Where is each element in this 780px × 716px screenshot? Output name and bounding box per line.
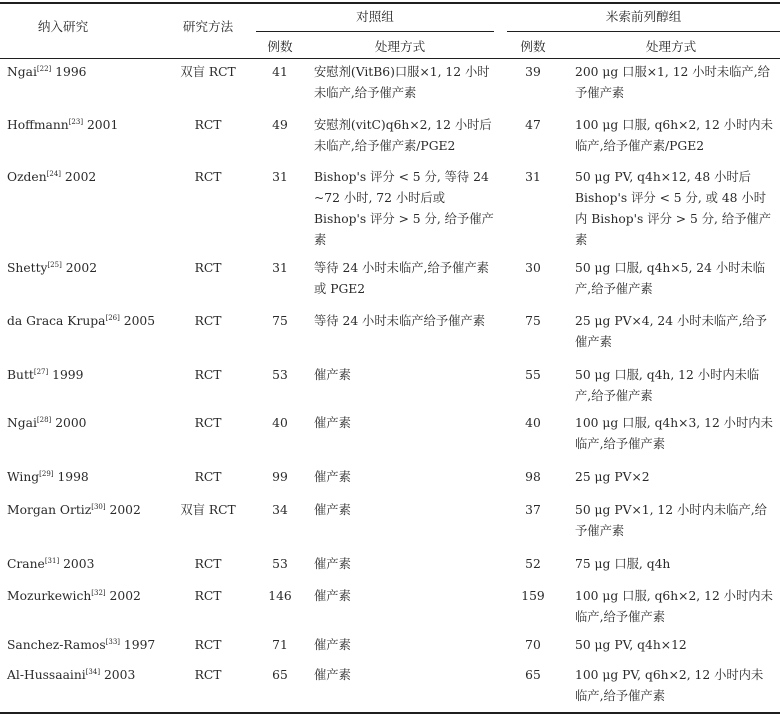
control-count-cell: 41 [272, 65, 288, 79]
control-count-cell: 53 [272, 368, 288, 382]
control-treatment-cell: 安慰剂(vitC)q6h×2, 12 小时后未临产,给予催产素/PGE2 [314, 118, 492, 153]
control-count-cell: 99 [272, 470, 288, 484]
study-year: 2003 [100, 668, 136, 682]
control-count-cell: 40 [272, 416, 288, 430]
study-name: Shetty [7, 261, 48, 275]
control-count-cell: 49 [272, 118, 288, 132]
study-reference: [34] [85, 667, 101, 676]
treatment-group-underline [507, 31, 780, 32]
misoprostol-treatment-cell: 75 μg 口服, q4h [575, 557, 671, 571]
misoprostol-count-cell: 37 [525, 503, 541, 517]
header-control-count: 例数 [267, 39, 293, 54]
study-cell [7, 413, 167, 434]
control-count-cell: 75 [272, 314, 288, 328]
control-treatment-cell: 催产素 [314, 503, 351, 517]
study-year: 2003 [59, 557, 95, 571]
study-cell [7, 665, 167, 686]
header-treatment-group: 米索前列醇组 [605, 9, 682, 24]
misoprostol-count-cell: 31 [525, 170, 541, 184]
study-year: 1996 [51, 65, 87, 79]
misoprostol-treatment-cell: 100 μg PV, q6h×2, 12 小时内未临产,给予催产素 [575, 668, 764, 703]
study-year: 2005 [119, 314, 156, 328]
study-name: Mozurkewich [7, 589, 92, 603]
study-reference: [27] [33, 367, 49, 376]
study-reference: [31] [44, 556, 60, 565]
study-cell [7, 115, 167, 136]
study-year: 2002 [105, 589, 141, 603]
method-cell: RCT [194, 589, 222, 603]
misoprostol-treatment-cell: 200 μg 口服×1, 12 小时未临产,给予催产素 [575, 65, 770, 100]
misoprostol-treatment-cell: 100 μg 口服, q4h×3, 12 小时内未临产,给予催产素 [575, 416, 773, 451]
study-name: Ngai [7, 65, 37, 79]
method-cell: RCT [194, 416, 222, 430]
method-cell: RCT [194, 638, 222, 652]
misoprostol-count-cell: 30 [525, 261, 541, 275]
method-cell: RCT [194, 118, 222, 132]
misoprostol-count-cell: 55 [525, 368, 541, 382]
study-cell [7, 167, 167, 188]
control-treatment-cell: 安慰剂(VitB6)口服×1, 12 小时未临产,给予催产素 [314, 65, 490, 100]
study-year: 2002 [61, 261, 98, 275]
study-year: 2000 [51, 416, 87, 430]
misoprostol-count-cell: 52 [525, 557, 541, 571]
control-treatment-cell: 催产素 [314, 368, 351, 382]
header-control-group: 对照组 [356, 9, 394, 24]
bottom-rule [0, 712, 780, 714]
study-reference: [33] [105, 637, 121, 646]
control-count-cell: 71 [272, 638, 288, 652]
study-cell [7, 554, 167, 575]
misoprostol-count-cell: 159 [521, 589, 545, 603]
control-count-cell: 31 [272, 170, 288, 184]
control-treatment-cell: 催产素 [314, 470, 351, 484]
control-group-underline [256, 31, 494, 32]
study-reference: [29] [39, 469, 54, 478]
study-reference: [22] [36, 64, 52, 73]
study-name: da Graca Krupa [7, 314, 106, 328]
control-count-cell: 65 [272, 668, 288, 682]
top-rule [0, 2, 780, 4]
study-reference: [25] [47, 260, 62, 269]
study-year: 2002 [61, 170, 97, 184]
misoprostol-treatment-cell: 50 μg PV, q4h×12, 48 小时后 Bishop's 评分 < 5 分, 或 48 小时内 Bishop's 评分 > 5 分, 给予催产素 [575, 170, 772, 247]
control-treatment-cell: 催产素 [314, 557, 351, 571]
control-treatment-cell: Bishop's 评分 < 5 分, 等待 24 ~72 小时, 72 小时后或 Bishop's 评分 > 5 分, 给予催产素 [314, 170, 494, 247]
study-year: 1999 [48, 368, 84, 382]
study-name: Ozden [7, 170, 47, 184]
study-cell [7, 62, 167, 83]
misoprostol-treatment-cell: 25 μg PV×2 [575, 470, 650, 484]
misoprostol-count-cell: 47 [525, 118, 541, 132]
study-cell [7, 500, 167, 521]
misoprostol-treatment-cell: 50 μg PV×1, 12 小时内未临产,给予催产素 [575, 503, 767, 538]
control-treatment-cell: 催产素 [314, 668, 351, 682]
study-year: 2002 [105, 503, 141, 517]
control-count-cell: 34 [272, 503, 288, 517]
study-year: 1998 [53, 470, 89, 484]
study-name: Al-Hussaaini [7, 668, 86, 682]
control-count-cell: 31 [272, 261, 288, 275]
misoprostol-treatment-cell: 100 μg 口服, q6h×2, 12 小时内未临产,给予催产素/PGE2 [575, 118, 773, 153]
study-year: 1997 [120, 638, 156, 652]
header-misoprostol-treatment: 处理方式 [645, 39, 697, 54]
method-cell: RCT [194, 261, 222, 275]
study-reference: [32] [91, 588, 106, 597]
study-name: Sanchez-Ramos [7, 638, 106, 652]
control-count-cell: 146 [268, 589, 292, 603]
method-cell: RCT [194, 557, 222, 571]
control-treatment-cell: 催产素 [314, 638, 351, 652]
study-cell [7, 467, 167, 488]
method-cell: RCT [194, 170, 222, 184]
misoprostol-treatment-cell: 50 μg PV, q4h×12 [575, 638, 687, 652]
study-name: Crane [7, 557, 45, 571]
misoprostol-count-cell: 70 [525, 638, 541, 652]
method-cell: 双盲 RCT [180, 503, 236, 517]
study-name: Ngai [7, 416, 37, 430]
study-cell [7, 586, 167, 607]
study-reference: [26] [105, 313, 120, 322]
header-bottom-rule [0, 58, 780, 59]
control-treatment-cell: 催产素 [314, 589, 351, 603]
misoprostol-count-cell: 65 [525, 668, 541, 682]
study-cell [7, 258, 167, 279]
study-cell [7, 365, 167, 386]
header-study: 纳入研究 [37, 19, 89, 34]
study-name: Hoffmann [7, 118, 69, 132]
method-cell: RCT [194, 368, 222, 382]
misoprostol-treatment-cell: 25 μg PV×4, 24 小时未临产,给予催产素 [575, 314, 767, 349]
study-reference: [23] [68, 117, 84, 126]
study-reference: [24] [46, 169, 62, 178]
study-name: Butt [7, 368, 34, 382]
misoprostol-treatment-cell: 100 μg 口服, q6h×2, 12 小时内未临产,给予催产素 [575, 589, 773, 624]
control-count-cell: 53 [272, 557, 288, 571]
misoprostol-count-cell: 75 [525, 314, 541, 328]
misoprostol-treatment-cell: 50 μg 口服, q4h, 12 小时内未临产,给予催产素 [575, 368, 760, 403]
control-treatment-cell: 催产素 [314, 416, 351, 430]
study-year: 2001 [83, 118, 119, 132]
method-cell: RCT [194, 668, 222, 682]
method-cell: RCT [194, 314, 222, 328]
method-cell: RCT [194, 470, 222, 484]
control-treatment-cell: 等待 24 小时未临产给予催产素 [314, 314, 486, 328]
misoprostol-count-cell: 40 [525, 416, 541, 430]
header-misoprostol-count: 例数 [520, 39, 546, 54]
misoprostol-count-cell: 39 [525, 65, 541, 79]
study-cell [7, 311, 167, 332]
header-method: 研究方法 [182, 19, 234, 34]
header-control-treatment: 处理方式 [374, 39, 426, 54]
study-cell [7, 635, 167, 656]
study-reference: [28] [36, 415, 52, 424]
study-reference: [30] [91, 502, 106, 511]
study-name: Morgan Ortiz [7, 503, 92, 517]
misoprostol-treatment-cell: 50 μg 口服, q4h×5, 24 小时未临产,给予催产素 [575, 261, 766, 296]
study-name: Wing [7, 470, 40, 484]
method-cell: 双盲 RCT [180, 65, 236, 79]
misoprostol-count-cell: 98 [525, 470, 541, 484]
control-treatment-cell: 等待 24 小时未临产,给予催产素或 PGE2 [314, 261, 489, 296]
